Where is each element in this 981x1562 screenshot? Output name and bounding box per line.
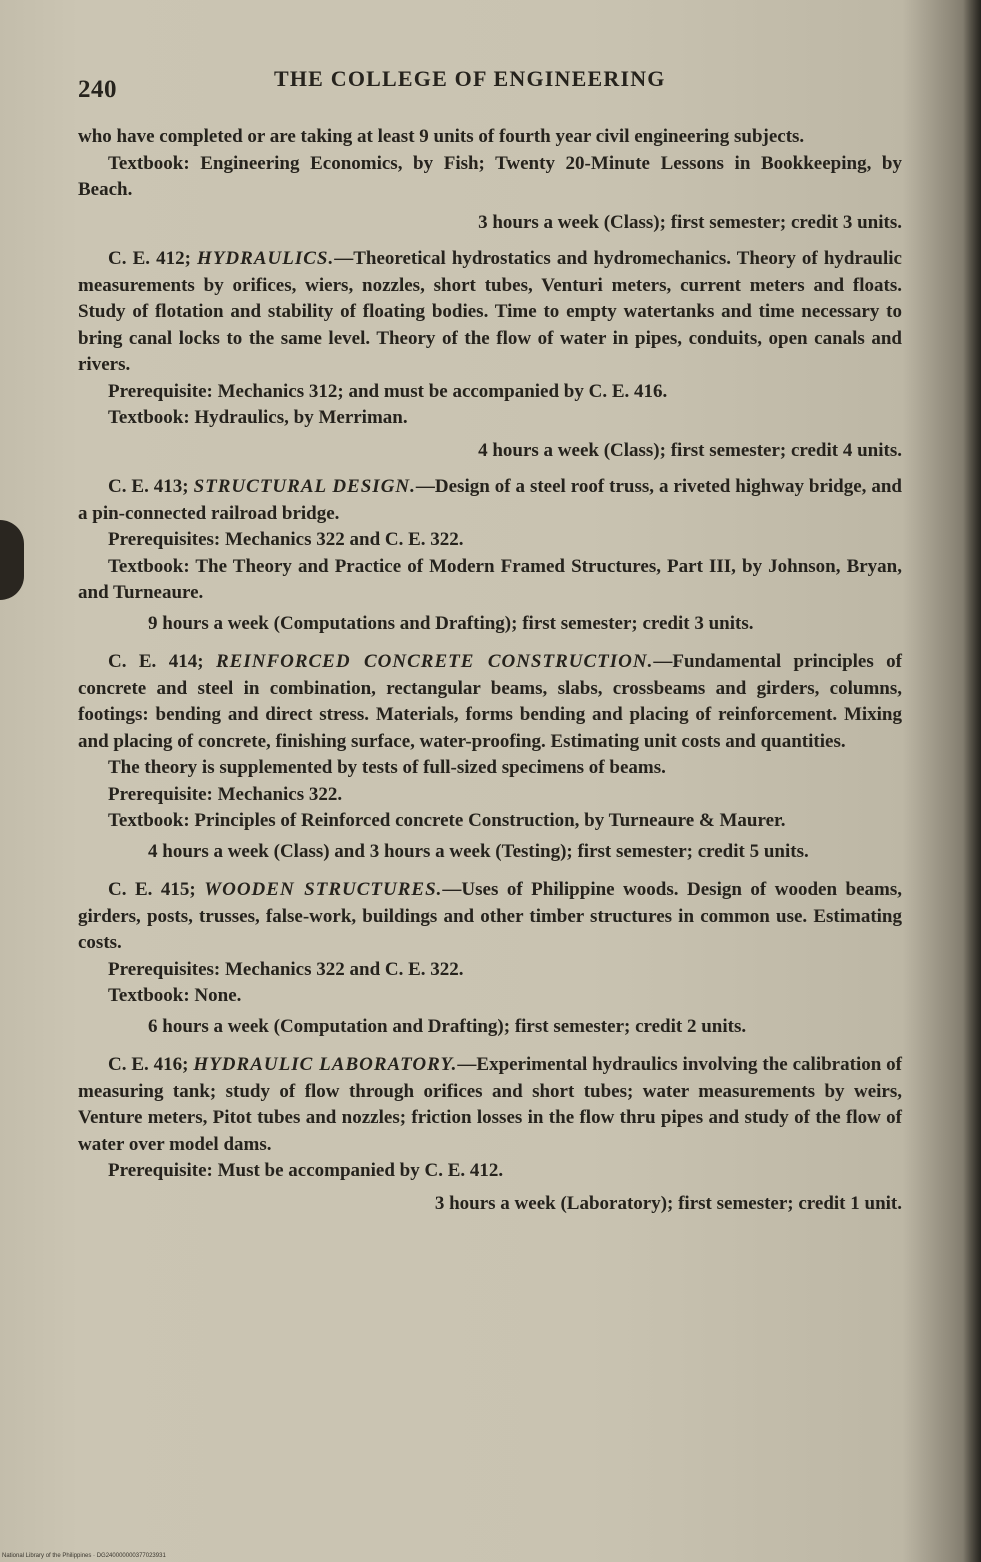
course-ce414	[78, 649, 902, 755]
page-body	[78, 124, 902, 1227]
textbook-line: Textbook: None.	[108, 985, 242, 1006]
page-number: 240	[78, 76, 117, 103]
course-description: —Experimental hydraulics involving the calibration of measuring tank; study of flow through orifices and short tubes; water measurements by weirs, Venture meters, Pitot tubes and nozzles; friction losses in the flow thru pipes and study of the flow of water over model dams.	[78, 1054, 903, 1155]
course-ce413	[78, 474, 902, 527]
course-description: —Theoretical hydrostatics and hydromechanics. Theory of hydraulic measurements by orifices, wiers, nozzles, short tubes, Venturi meters, current meters and floats. Study of flotation and stability of floating bodies. Time to empty watertanks and time necessary to bring canal locks to the same level. Theory of the flow of water in pipes, conduits, open canals and rivers.	[78, 248, 902, 375]
course-title: STRUCTURAL DESIGN.	[193, 476, 416, 497]
course-title: WOODEN STRUCTURES.	[204, 879, 443, 900]
course-code: C. E. 412;	[108, 248, 191, 269]
schedule-line: 9 hours a week (Computations and Drafting); first semester; credit 3 units.	[148, 612, 754, 634]
textbook-line: Textbook: The Theory and Practice of Modern Framed Structures, Part III, by Johnson, Bryan, and Turneaure.	[78, 555, 902, 603]
prerequisite-line: Prerequisites: Mechanics 322 and C. E. 322.	[108, 529, 464, 550]
library-footer: National Library of the Philippines · DG240000000377023931	[2, 1553, 166, 1559]
schedule-line: 6 hours a week (Computation and Drafting); first semester; credit 2 units.	[148, 1015, 747, 1037]
prerequisite-line: Prerequisites: Mechanics 322 and C. E. 322.	[108, 958, 464, 980]
schedule-line: 3 hours a week (Laboratory); first semester; credit 1 unit.	[434, 1192, 902, 1214]
course-description: —Fundamental principles of concrete and steel in combination, rectangular beams, slabs, crossbeams and girders, columns, footings: bending and direct stress. Materials, forms bending and placing of reinforcement. Mixing and placing of concrete, finishing surface, water-proofing. Estimating unit costs and quantities.	[78, 651, 902, 752]
binding-mark	[0, 520, 24, 600]
textbook-line: Textbook: Principles of Reinforced concrete Construction, by Turneaure & Maurer.	[108, 810, 786, 831]
schedule-line: 3 hours a week (Class); first semester; credit 3 units.	[478, 211, 902, 233]
prerequisite-line: Prerequisite: Must be accompanied by C. E. 412.	[108, 1160, 504, 1181]
course-code: C. E. 414;	[108, 651, 204, 672]
textbook-line: Textbook: Engineering Economics, by Fish; Twenty 20-Minute Lessons in Bookkeeping, by Beach.	[78, 152, 902, 200]
schedule-line: 4 hours a week (Class) and 3 hours a week (Testing); first semester; credit 5 units.	[148, 840, 809, 862]
course-description: —Uses of Philippine woods. Design of wooden beams, girders, posts, trusses, false-work, buildings and other timber structures in common use. Estimating costs.	[78, 879, 902, 953]
course-note: The theory is supplemented by tests of full-sized specimens of beams.	[108, 757, 666, 778]
course-code: C. E. 415;	[108, 879, 196, 900]
course-ce416	[78, 1052, 902, 1158]
course-title: HYDRAULICS.	[197, 248, 335, 269]
textbook-line: Textbook: Hydraulics, by Merriman.	[108, 407, 408, 428]
page-header	[78, 66, 718, 106]
course-ce412	[78, 246, 902, 379]
prerequisite-line: Prerequisite: Mechanics 312; and must be accompanied by C. E. 416.	[108, 380, 668, 402]
schedule-line: 4 hours a week (Class); first semester; credit 4 units.	[478, 439, 902, 461]
course-title: HYDRAULIC LABORATORY.	[193, 1054, 458, 1075]
course-code: C. E. 413;	[108, 476, 189, 497]
course-code: C. E. 416;	[108, 1054, 189, 1075]
running-head: THE COLLEGE OF ENGINEERING	[274, 66, 666, 91]
paragraph-continuation: who have completed or are taking at least 9 units of fourth year civil engineering subjects.	[78, 126, 805, 147]
course-description: —Design of a steel roof truss, a riveted highway bridge, and a pin-connected railroad bridge.	[78, 476, 902, 524]
page-edge-shadow	[963, 0, 981, 1562]
prerequisite-line: Prerequisite: Mechanics 322.	[108, 783, 343, 805]
course-ce415	[78, 877, 902, 957]
course-title: REINFORCED CONCRETE CONSTRUCTION.	[215, 651, 654, 672]
